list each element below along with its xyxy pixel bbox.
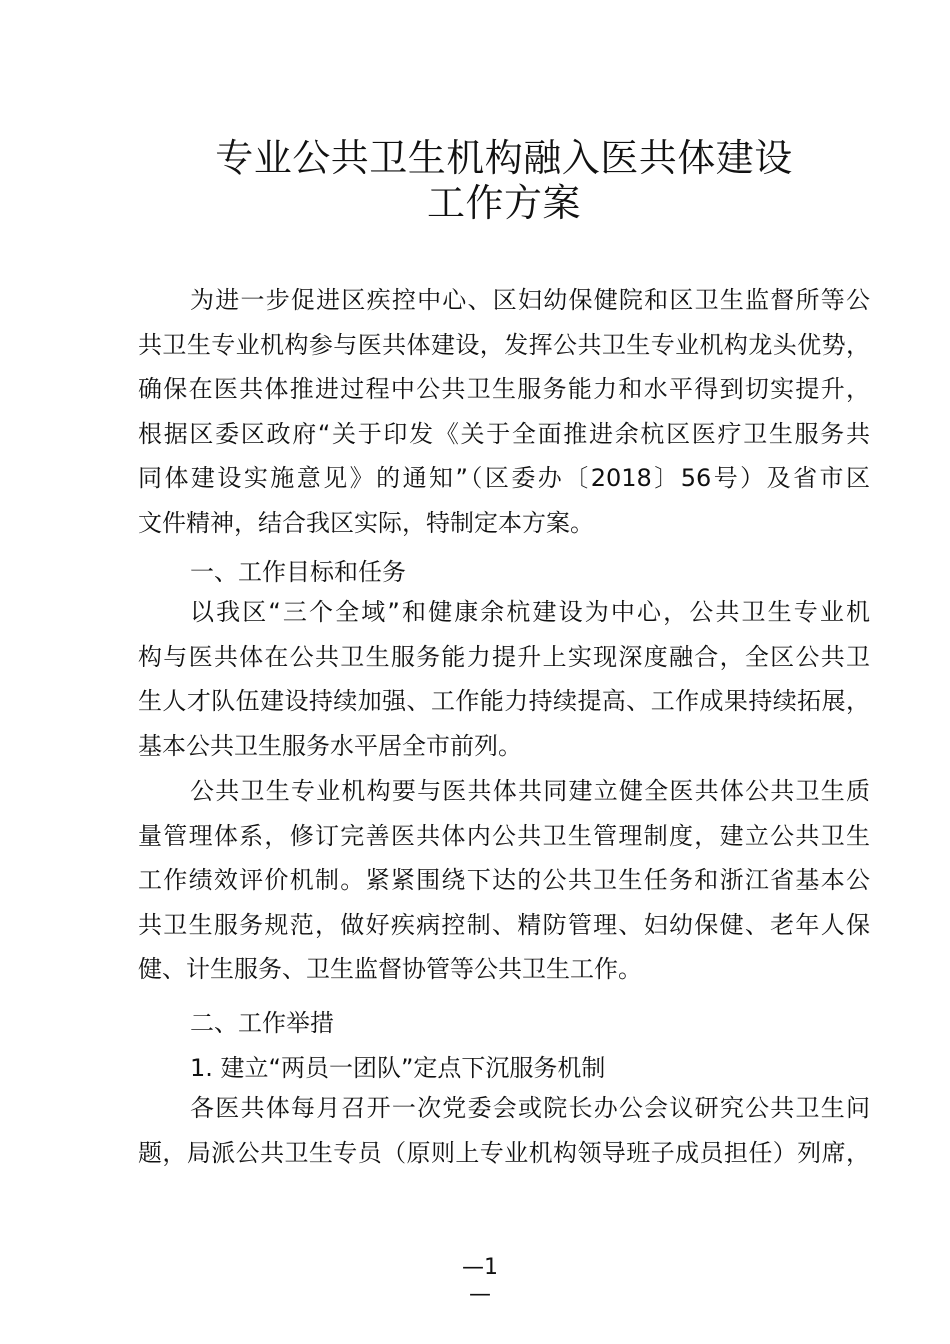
paragraph-line: 为进一步促进区疾控中心、区妇幼保健院和区卫生监督所等公 [190,286,870,314]
paragraph-line: 根据区委区政府“关于印发《关于全面推进余杭区医疗卫生服务共 [138,419,870,448]
intro-paragraph [138,278,870,545]
section-2-heading [138,1001,870,1046]
footer-dash: — [469,1282,491,1307]
paragraph-line: 公共卫生专业机构要与医共体共同建立健全医共体公共卫生质 [190,777,870,805]
paragraph-line: 健、计生服务、卫生监督协管等公共卫生工作。 [138,955,642,983]
document-title [138,136,870,226]
section-1-paragraph-2 [138,769,870,992]
paragraph-line: 题，局派公共卫生专员（原则上专业机构领导班子成员担任）列席， [138,1138,870,1167]
page-number: —1 [462,1255,498,1280]
section-heading: 一、工作目标和任务 [190,558,406,586]
item-heading: 1. 建立“两员一团队”定点下沉服务机制 [190,1054,606,1082]
paragraph-line: 共卫生服务规范，做好疾病控制、精防管理、妇幼保健、老年人保 [138,910,870,939]
paragraph-line: 量管理体系，修订完善医共体内公共卫生管理制度，建立公共卫生 [138,821,870,850]
page-footer [440,1254,520,1308]
section-2-item-1-heading [138,1046,870,1091]
paragraph-line: 以我区“三个全域”和健康余杭建设为中心，公共卫生专业机 [190,598,870,626]
paragraph-line: 文件精神，结合我区实际，特制定本方案。 [138,508,594,537]
paragraph-line: 共卫生专业机构参与医共体建设，发挥公共卫生专业机构龙头优势， [138,330,870,359]
section-heading: 二、工作举措 [190,1009,334,1037]
title-line-2: 工作方案 [426,181,581,225]
paragraph-line: 构与医共体在公共卫生服务能力提升上实现深度融合，全区公共卫 [138,642,870,671]
section-2-item-1-paragraph [138,1086,870,1175]
title-line-1: 专业公共卫生机构融入医共体建设 [215,136,793,180]
paragraph-line: 生人才队伍建设持续加强、工作能力持续提高、工作成果持续拓展， [138,687,870,715]
paragraph-line: 同体建设实施意见》的通知”（区委办〔2018〕56号）及省市区 [138,464,870,492]
paragraph-line: 基本公共卫生服务水平居全市前列。 [138,731,522,760]
paragraph-line: 各医共体每月召开一次党委会或院长办公会议研究公共卫生问 [190,1094,870,1122]
section-1-heading [138,550,870,595]
paragraph-line: 确保在医共体推进过程中公共卫生服务能力和水平得到切实提升， [138,375,870,403]
paragraph-line: 工作绩效评价机制。紧紧围绕下达的公共卫生任务和浙江省基本公 [138,866,870,894]
section-1-paragraph-1 [138,590,870,768]
